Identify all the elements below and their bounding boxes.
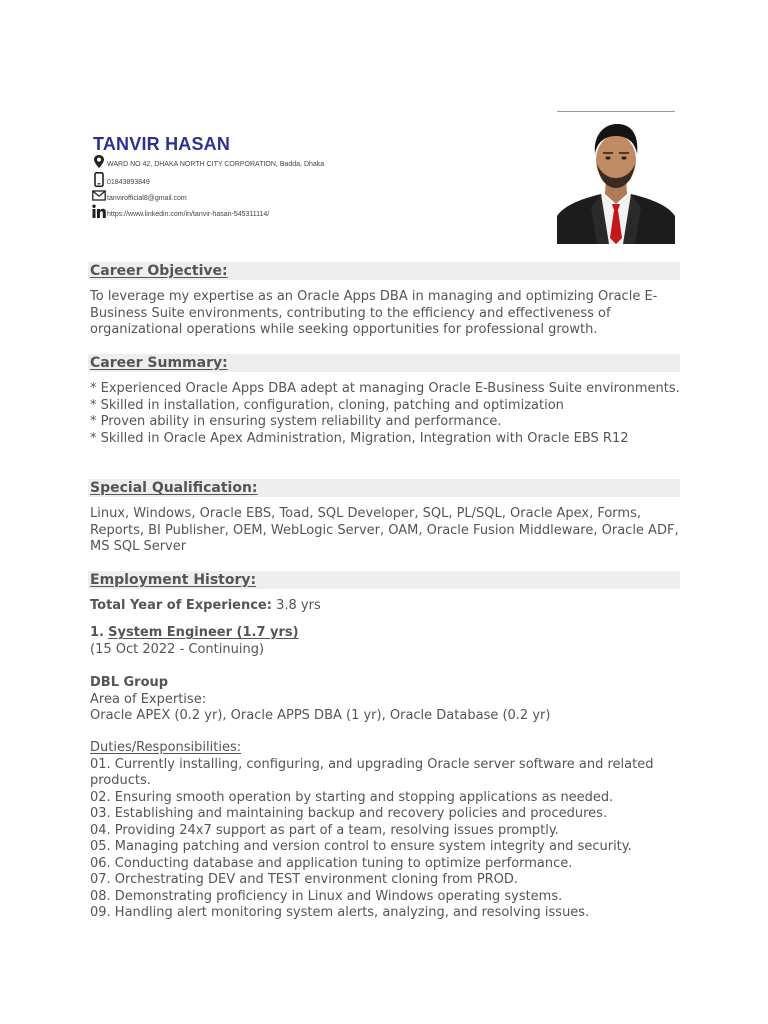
job-title: System Engineer (1.7 yrs) [108,625,299,640]
total-experience-label: Total Year of Experience: [90,598,272,613]
email-row [92,188,187,203]
phone-text: 01843893849 [107,179,150,186]
career-objective-text [90,289,680,339]
area-value: Oracle APEX (0.2 yr), Oracle APPS DBA (1 yr), Oracle Database (0.2 yr) [90,708,551,723]
list-item: 05. Managing patching and version control to ensure system integrity and security. [90,839,632,854]
job-number: 1. [90,625,104,640]
career-summary-heading [88,354,680,372]
special-qualification-heading [88,479,680,497]
list-item: 01. Currently installing, configuring, and upgrading Oracle server software and related products. [90,756,654,788]
linkedin-row [92,204,269,219]
career-summary-list [90,381,680,447]
special-qualification-title: Special Qualification: [90,480,258,496]
duties-label: Duties/Responsibilities: [90,740,242,755]
career-summary-title: Career Summary: [90,355,228,371]
candidate-name: TANVIR HASAN [93,134,231,154]
duties-block [90,740,680,922]
list-item: 08. Demonstrating proficiency in Linux and Windows operating systems. [90,888,563,904]
career-objective-title: Career Objective: [90,263,228,279]
list-item: * Experienced Oracle Apps DBA adept at managing Oracle E-Business Suite environments. [90,381,680,396]
skills-paragraph: Linux, Windows, Oracle EBS, Toad, SQL Developer, SQL, PL/SQL, Oracle Apex, Forms, Reports, BI Publisher, OEM, WebLogic Server, OAM, Oracle Fusion Middleware, Oracle ADF, MS SQL Server [90,506,679,554]
linkedin-link[interactable]: https://www.linkedin.com/in/tanvir-hasan-545311114/ [107,211,270,218]
employment-history-heading [88,571,680,589]
email-link[interactable]: tanvirofficial8@gmail.com [107,195,187,202]
total-experience-value: 3.8 yrs [276,598,321,613]
list-item: 04. Providing 24x7 support as part of a team, resolving issues promptly. [90,822,559,838]
list-item: * Skilled in installation, configuration, cloning, patching and optimization [90,397,564,413]
profile-photo [557,111,675,244]
list-item: 07. Orchestrating DEV and TEST environment cloning from PROD. [90,872,519,887]
address-row [92,154,324,169]
linkedin-icon [92,204,106,219]
total-experience [90,598,680,615]
career-objective-paragraph: To leverage my expertise as an Oracle Apps DBA in managing and optimizing Oracle E-Business Suite environments, contributing to the efficiency and effectiveness of organizational operations while seeking opportunities for professional growth. [90,289,658,337]
career-objective-heading [88,262,680,280]
phone-row [92,172,150,187]
job-entry [90,625,680,658]
job-period: (15 Oct 2022 - Continuing) [90,641,265,657]
mobile-phone-icon [92,172,106,187]
envelope-icon [92,188,106,203]
company-block [90,675,680,725]
location-pin-icon [92,154,106,169]
address-text: WARD NO 42, DHAKA NORTH CITY CORPORATION, Badda, Dhaka [107,161,325,168]
employment-history-title: Employment History: [90,572,257,588]
list-item: * Proven ability in ensuring system reliability and performance. [90,414,502,429]
special-qualification-text [90,506,680,556]
list-item: 06. Conducting database and application tuning to optimize performance. [90,855,573,871]
company-name: DBL Group [90,675,169,690]
list-item: * Skilled in Oracle Apex Administration, Migration, Integration with Oracle EBS R12 [90,430,629,446]
list-item: 02. Ensuring smooth operation by starting and stopping applications as needed. [90,789,614,805]
list-item: 03. Establishing and maintaining backup and recovery policies and procedures. [90,806,608,821]
area-label: Area of Expertise: [90,691,207,707]
list-item: 09. Handling alert monitoring system alerts, analyzing, and resolving issues. [90,905,590,920]
